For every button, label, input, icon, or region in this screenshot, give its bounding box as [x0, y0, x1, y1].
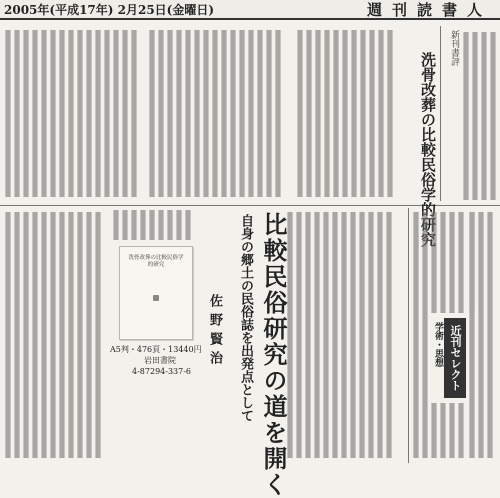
column-divider: [440, 26, 441, 201]
book-publisher: 岩田書院: [144, 356, 176, 365]
newspaper-name: 週刊読書人: [366, 1, 492, 19]
review-category: 新刊書評: [449, 30, 459, 66]
book-format-price: A5判・476頁・13440円: [110, 345, 202, 354]
sidebar-text-columns: [410, 208, 500, 463]
publisher-mark-icon: [153, 295, 159, 301]
sidebar-divider: [408, 208, 409, 463]
lower-left-text-columns: [0, 208, 108, 463]
masthead: [0, 0, 500, 20]
issue-date: 2005年(平成17年) 2月25日(金曜日): [4, 3, 215, 17]
book-subject-title: 洗骨改葬の比較民俗学的研究: [419, 52, 437, 247]
lower-middle-text-columns: [110, 208, 202, 242]
lead-text-columns: [458, 28, 500, 203]
reviewer-name: 佐野賢治: [207, 294, 222, 370]
review-headline: 比較民俗研究の道を開く: [259, 212, 288, 498]
book-cover-image: [119, 246, 193, 340]
book-info: [110, 344, 210, 377]
book-isbn: 4-87294-337-6: [132, 367, 192, 376]
lower-right-text-columns: [284, 208, 404, 463]
book-cover-title: 洗骨改葬の比較民俗学的研究: [128, 255, 184, 268]
sidebar-sublabel: 学術・思想: [433, 322, 443, 367]
review-subhead: 自身の郷土の民俗誌を出発点として: [238, 214, 253, 422]
sidebar-label: 近刊セレクト: [449, 325, 462, 391]
